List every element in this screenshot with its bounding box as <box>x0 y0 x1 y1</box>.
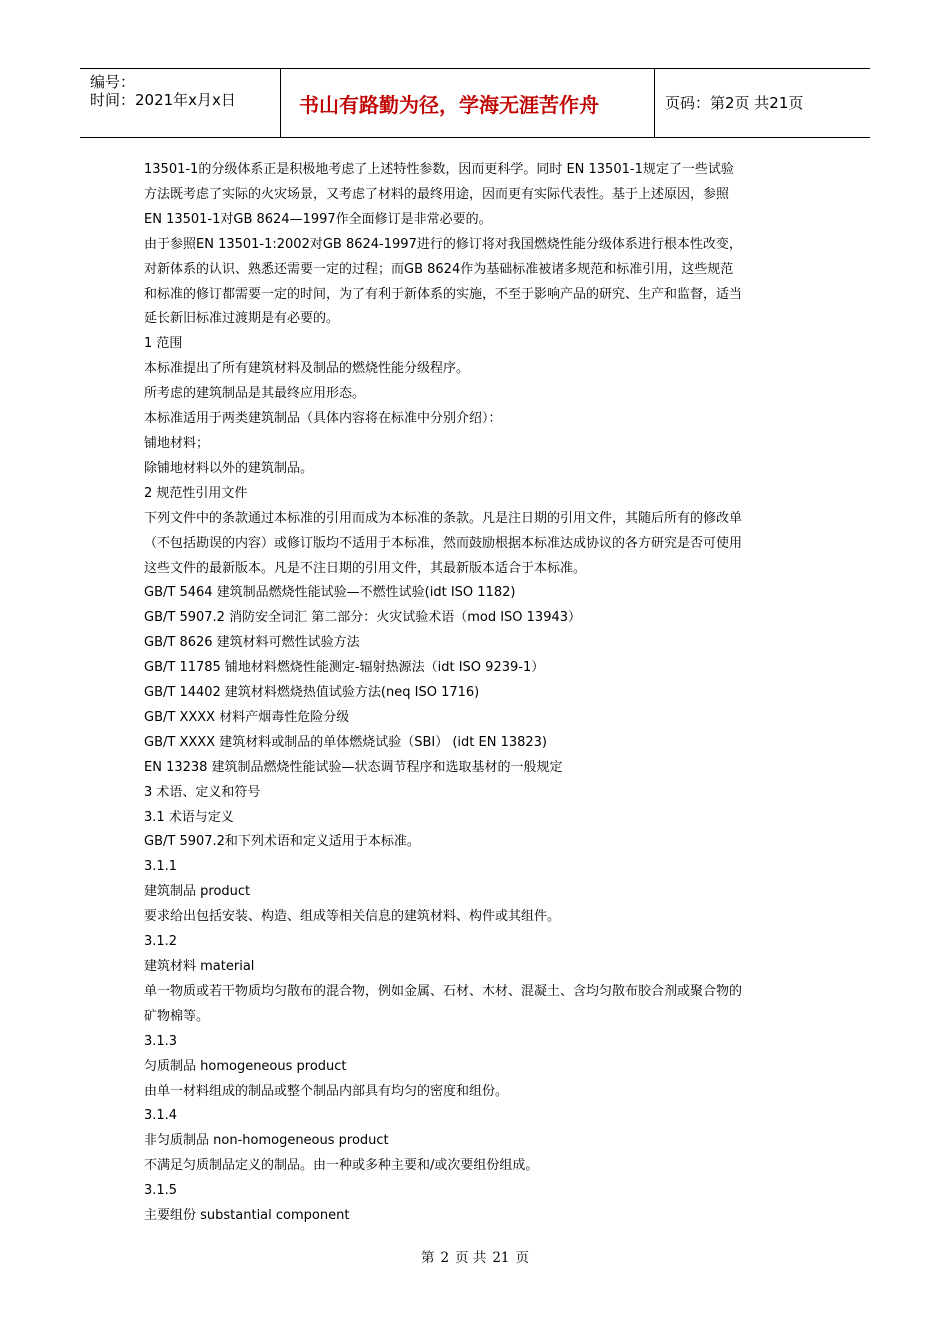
header-page-info: 页码：第2页 共21页 <box>665 94 804 112</box>
body-line: 本标准适用于两类建筑制品（具体内容将在标准中分别介绍）： <box>144 411 502 427</box>
body-line: EN 13238 建筑制品燃烧性能试验—状态调节程序和选取基材的一般规定 <box>144 759 563 775</box>
body-line: 除铺地材料以外的建筑制品。 <box>144 460 314 476</box>
body-line: （不包括勘误的内容）或修订版均不适用于本标准，然而鼓励根据本标准达成协议的各方研究是否可使用 <box>144 535 743 551</box>
page-header <box>80 68 870 138</box>
body-line: 非匀质制品 non-homogeneous product <box>144 1133 389 1149</box>
footer-prefix: 第 <box>420 1250 435 1266</box>
body-line: 和标准的修订都需要一定的时间，为了有利于新体系的实施，不至于影响产品的研究、生产和监督，适当 <box>144 286 743 302</box>
body-line: 3.1 术语与定义 <box>144 809 234 825</box>
body-line: 本标准提出了所有建筑材料及制品的燃烧性能分级程序。 <box>144 361 470 377</box>
body-line: 这些文件的最新版本。凡是不注日期的引用文件，其最新版本适合于本标准。 <box>144 560 587 576</box>
body-line: GB/T 14402 建筑材料燃烧热值试验方法(neq ISO 1716) <box>144 685 480 701</box>
body-line: 矿物棉等。 <box>144 1008 210 1024</box>
body-line: 3.1.5 <box>144 1183 178 1199</box>
body-line: 1 范围 <box>144 336 183 352</box>
body-line: GB/T 5464 建筑制品燃烧性能试验—不燃性试验(idt ISO 1182) <box>144 585 516 601</box>
body-line: GB/T 8626 建筑材料可燃性试验方法 <box>144 635 360 651</box>
body-line: 由于参照EN 13501-1:2002对GB 8624-1997进行的修订将对我国燃烧性能分级体系进行根本性改变， <box>144 236 742 252</box>
body-line: 3.1.2 <box>144 934 178 950</box>
body-line: 铺地材料； <box>144 435 210 451</box>
body-line: 延长新旧标准过渡期是有必要的。 <box>144 311 340 327</box>
document-date-label: 时间：2021年x月x日 <box>90 91 236 109</box>
body-line: GB/T 11785 铺地材料燃烧性能测定-辐射热源法（idt ISO 9239-1） <box>144 660 545 676</box>
document-number-label: 编号： <box>90 73 136 91</box>
body-line: 下列文件中的条款通过本标准的引用而成为本标准的条款。凡是注日期的引用文件，其随后所有的修改单 <box>144 510 743 526</box>
body-line: GB/T XXXX 材料产烟毒性危险分级 <box>144 709 350 725</box>
header-meta-cell <box>80 69 281 137</box>
body-line: GB/T 5907.2 消防安全词汇 第二部分：火灾试验术语（mod ISO 13943） <box>144 610 582 626</box>
footer-total-pages: 21 <box>492 1250 510 1266</box>
body-line: GB/T XXXX 建筑材料或制品的单体燃烧试验（SBI） (idt EN 13823) <box>144 734 548 750</box>
footer-mid: 页 共 <box>455 1250 487 1266</box>
body-line: 建筑制品 product <box>144 884 251 900</box>
body-line: 主要组份 substantial component <box>144 1208 350 1224</box>
body-line: EN 13501-1对GB 8624—1997作全面修订是非常必要的。 <box>144 211 492 227</box>
footer-page-number: 2 <box>440 1250 450 1266</box>
body-line: 不满足匀质制品定义的制品。由一种或多种主要和/或次要组份组成。 <box>144 1158 539 1174</box>
body-line: 对新体系的认识、熟悉还需要一定的过程；而GB 8624作为基础标准被诸多规范和标准引用，这些规范 <box>144 261 734 277</box>
footer-suffix: 页 <box>515 1250 530 1266</box>
body-line: 建筑材料 material <box>144 959 255 974</box>
body-line: 要求给出包括安装、构造、组成等相关信息的建筑材料、构件或其组件。 <box>144 909 561 925</box>
body-line: 13501-1的分级体系正是积极地考虑了上述特性参数，因而更科学。同时 EN 13501-1规定了一些试验 <box>144 162 734 177</box>
body-line: GB/T 5907.2和下列术语和定义适用于本标准。 <box>144 834 420 850</box>
page-footer <box>0 1246 950 1266</box>
body-line: 所考虑的建筑制品是其最终应用形态。 <box>144 386 366 402</box>
body-line: 3 术语、定义和符号 <box>144 784 261 800</box>
body-line: 3.1.3 <box>144 1033 178 1049</box>
body-line: 由单一材料组成的制品或整个制品内部具有均匀的密度和组份。 <box>144 1083 509 1099</box>
document-body <box>144 158 824 1229</box>
body-line: 2 规范性引用文件 <box>144 485 248 501</box>
body-line: 匀质制品 homogeneous product <box>144 1058 347 1074</box>
body-line: 3.1.4 <box>144 1108 178 1124</box>
header-page-cell <box>655 69 870 137</box>
body-line: 3.1.1 <box>144 859 178 875</box>
body-line: 单一物质或若干物质均匀散布的混合物，例如金属、石材、木材、混凝土、含均匀散布胶合剂或聚合物的 <box>144 983 743 999</box>
body-line: 方法既考虑了实际的火灾场景，又考虑了材料的最终用途，因而更有实际代表性。基于上述原因，参照 <box>144 186 730 202</box>
header-motto-cell <box>281 69 655 137</box>
header-motto: 书山有路勤为径，学海无涯苦作舟 <box>299 93 599 117</box>
